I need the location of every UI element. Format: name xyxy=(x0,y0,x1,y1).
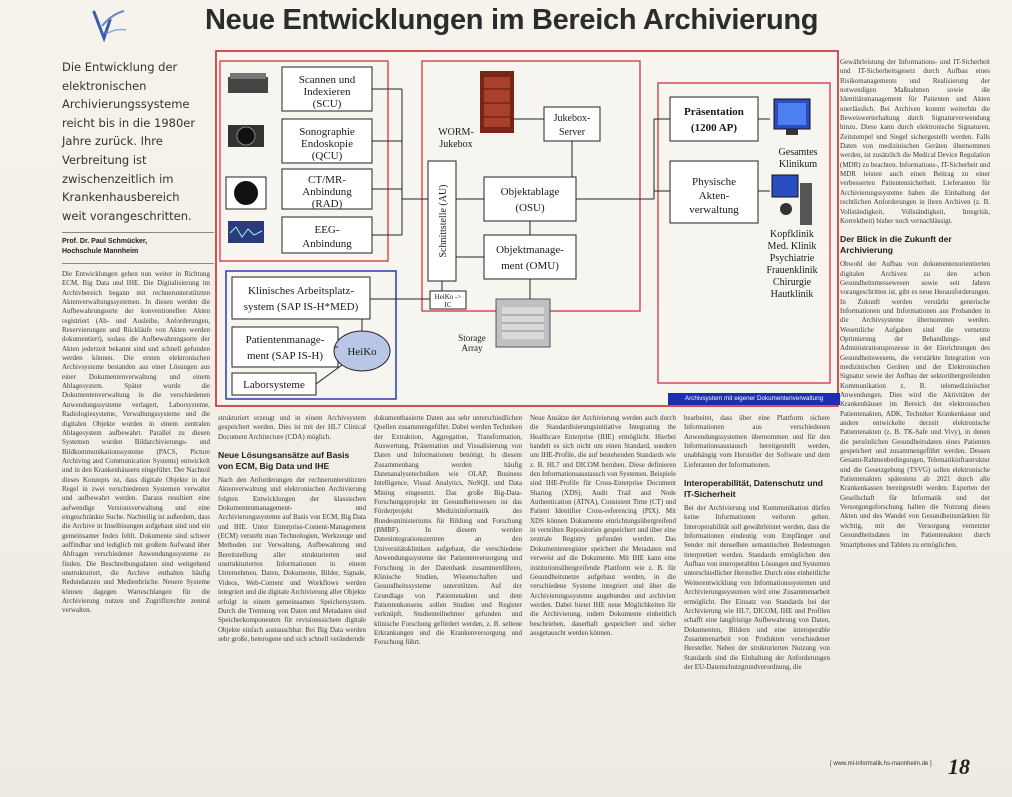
sonographie-label-2: Endoskopie xyxy=(301,138,353,150)
column-6-heading: Der Blick in die Zukunft der Archivierung xyxy=(840,234,952,255)
physische-label-2: Akten- xyxy=(698,190,730,202)
author-affiliation: Hochschule Mannheim xyxy=(62,248,139,255)
objektmanagement-box xyxy=(484,235,576,279)
heiko-ic-label-1: HeiKo -> xyxy=(434,293,462,301)
physische-label-3: verwaltung xyxy=(689,204,739,216)
praesentation-box xyxy=(670,97,758,141)
column-5-body: Bei der Archivierung und Kommunikation dürfen keine Informationen verloren gehen. Interoperabilität soll gewährleistet werden, dass die Informationen eindeutig vom Empfänger und Sender mit denselben semantischen Bedeutungen interpretiert werden. Standards ermöglichen den Aufbau von interoperablen Lösungen und Systemen unterschiedlicher Hersteller. Durch eine einheitliche Weiterentwicklung von Informationssystemen und Archivierungssystemen wird eine Zusammenarbeit ermöglicht. Der Einsatz von Standards bei der Archivierung wie HL7, DICOM, IHE und Profilen schafft eine langfristige Aufbewahrung von Daten, Dokumenten, Bildern und eine interoperable Zusammenarbeit von Produkten verschiedener Hersteller. Neben der strukturierten Nutzung von Standards sind die Einhaltung der Anforderungen der EU-Datenschutzgrundverordnung, die xyxy=(684,504,830,671)
column-2-text: strukturiert erzeugt und in einem Archivsystem gespeichert werden. Dies ist mit der HL7 Clinical Document Architecture (CDA) möglich. xyxy=(218,414,366,441)
column-5-text: bearbeitet, dass über eine Plattform sichere Informationen aus verschiedenen Anwendungssystemen übernommen und für den Informationsaustausch bereitgestellt werden, unabhängig vom Hersteller der Software und dem Lieferanten der Informationen. xyxy=(684,414,830,469)
author-block xyxy=(62,237,214,257)
ct-mr-label-2: Anbindung xyxy=(302,186,352,198)
scanning-label-3: (SCU) xyxy=(312,98,342,110)
schnittstelle-label: Schnittstelle (AU) xyxy=(438,184,449,258)
article-title: Neue Entwicklungen im Bereich Archivierung xyxy=(205,4,819,36)
praesentation-label-1: Präsentation xyxy=(684,106,744,118)
eeg-monitor-icon xyxy=(228,221,264,243)
jukebox-server-label-1: Jukebox- xyxy=(553,113,591,124)
column-5 xyxy=(684,414,830,758)
klinik-label-6: Hautklinik xyxy=(770,289,814,300)
patienten-label-2: ment (SAP IS-H) xyxy=(247,350,323,362)
objektablage-label-2: (OSU) xyxy=(515,202,545,214)
lead-divider xyxy=(62,232,214,233)
column-4-text: Neue Ansätze der Archivierung werden auch durch die Standardisierungsinitiative Integrating the Healthcare Enterprise (IHE) ermöglicht. Hierbei handelt es sich nicht um einen Standard, sondern um IHE-Profile, die auf bestehenden Standards wie z. B. HL7 und DICOM beruhen. Diese definieren den Informationsaustausch von Systemen. Beispiele sind IHE-Profile für Cross-Enterprise Document Sharing (XDS), Audit Trail and Node Authentication (ATNA), Consistent Time (CT) und Patient Identifier Cross-referencing (PIX). Mit XDS können Dokumente einrichtungsübergreifend in verteilten Repositorien gespeichert und über eine zentrale Registry gefunden werden. Das Dokumentenregister speichert die Metadaten und verweist auf die Dokumente. Mit IHE kann eine institutionsübergreifende Plattform wie z. B. für Gesundheitsnetze aufgebaut werden, in die verschiedene Systeme integriert und über die Archivierungssysteme angebunden und archiviert werden. Dabei bietet IHE neue Möglichkeiten für die Archivierung, indem Dokumente einheitlich beschrieben, dauerhaft gespeichert und sicher ausgetauscht werden können. xyxy=(530,414,676,637)
klinik-label-5: Chirurgie xyxy=(772,277,812,288)
author-divider xyxy=(62,263,214,264)
praesentation-label-2: (1200 AP) xyxy=(690,122,738,134)
klinik-label-1: Kopfklinik xyxy=(770,229,814,240)
labor-label: Laborsysteme xyxy=(243,379,305,391)
column-6-text: Gewährleistung der Informations- und IT-Sicherheit und IT-Sicherheitsgesetz durch Aufbau eines Risikomanagements und Realisierung der notwendigen Maßnahmen sowie die Identitätsmanagement für Patienten und Akten unerlässlich. Bei Archiven kommt weiterhin die Beweiswerterhaltung durch Signaturverwendung hinzu. Diese kann durch elektronische Signaturen, Zeitstempel und Siegel sichergestellt werden. Falls Daten von medizinischen Geräten übernommen werden, ist zusätzlich die Medical Device Regulation (MDR) zu beachten. Informations-, IT-Sicherheit und MDR leisten auch einen Beitrag zu einer verbesserten Patientensicherheit. Lieferanten für Archivierungssysteme haben die Einhaltung der rechtlichen Anforderungen in ihren Archiven (z. B. Vollständigkeit, Vollständigkeit, Integrität, Korrektheit) bisher noch vernachlässigt. xyxy=(840,58,990,225)
heiko-label: HeiKo xyxy=(347,346,377,358)
sonographie-label-1: Sonographie xyxy=(299,126,355,138)
camera-icon xyxy=(228,125,264,147)
eeg-label-2: Anbindung xyxy=(302,238,352,250)
column-4 xyxy=(530,414,676,758)
ct-mr-label-1: CT/MR- xyxy=(308,174,346,186)
worm-label-2: Jukebox xyxy=(439,139,473,150)
footer-url: [ www.ml-informatik.hs-mannheim.de ] xyxy=(830,761,932,767)
heiko-ic-label-2: IC xyxy=(444,301,452,309)
sonographie-label-3: (QCU) xyxy=(311,150,343,162)
klinik-label-2: Med. Klinik xyxy=(767,241,817,252)
archive-system-diagram xyxy=(214,49,840,408)
patienten-label-1: Patientenmanage- xyxy=(245,334,325,346)
objektablage-box xyxy=(484,177,576,221)
magazine-logo-icon xyxy=(88,8,130,48)
diagram-caption: Archivsystem mit eigener Dokumentenverwaltung xyxy=(668,393,840,405)
klinisches-label-2: system (SAP IS-H*MED) xyxy=(243,301,359,313)
article-lead: Die Entwicklung der elektronischen Archivierungssysteme reicht bis in die 1980er Jahre zurück. Ihre Verbreitung ist zwischenzeitlich im Krankenhausbereich weit vorangeschritten. xyxy=(62,60,196,223)
klinik-label-3: Psychiatrie xyxy=(769,253,815,264)
column-5-heading: Interoperabilität, Datenschutz und IT-Sicherheit xyxy=(684,478,823,499)
gesamtes-label-2: Klinikum xyxy=(778,159,818,170)
column-6 xyxy=(840,58,990,758)
objektmanagement-label-2: ment (OMU) xyxy=(501,260,559,272)
column-1 xyxy=(62,270,210,758)
worm-jukebox-icon xyxy=(480,71,514,133)
jukebox-server-label-2: Server xyxy=(558,127,586,138)
column-2-heading: Neue Lösungsansätze auf Basis von ECM, Big Data und IHE xyxy=(218,450,350,471)
column-3 xyxy=(374,414,522,758)
storage-array-label-1: Storage xyxy=(458,333,486,343)
scanning-label-2: Indexieren xyxy=(303,86,351,98)
klinik-label-4: Frauenklinik xyxy=(766,265,818,276)
scanner-icon xyxy=(228,73,268,93)
page-number: 18 xyxy=(948,754,970,779)
column-1-text: Die Entwicklungen gehen nun weiter in Richtung ECM, Big Data und IHE. Die Digitalisierung im Archivbereich begann mit rechnerunterstützten Aktenverwaltungssystemen. In diesen werden die Aufbewahrungsorte der konventionellen Akten registriert (Ab- und Ausleihe, Anforderungen, Reservierungen und Rückläufe von Akten werden dokumentiert), sodass die Aufbewahrungsorte der Akten jederzeit bekannt sind und schnell gefunden werden können. Die ersten elektronischen Archivsysteme bestanden aus einer Lösungen aus einer Dokumentenverwaltung und einem Ablagesystem. Später wurde die Dokumentenverwaltung in die verschiedenen Anwendungssysteme verlagert, Laborsysteme, Radiologiesysteme, Verwaltungssysteme und die digitalen Objekte wurden in einem zentralen Ablagesystem aufbewahrt. Parallel zu diesen Systemen wurden Bildarchivierungs- und Bildkommunikationssysteme (PACS, Picture Archiving and Communication Systems) entwickelt und in den Krankenhäusern eingeführt. Der Nachteil dieses Konzepts ist, dass digitale Objekte in der Regel in zwei verschiedenen Systemen verwaltet und aufbewahrt werden. Daraus resultiert eine aufwendige Versionsverwaltung und eine eingeschränkte Suche. Nachteilig ist außerdem, dass die Archive in Insellösungen aufgebaut sind und ein gemeinsamer Index fehlt. Dokumente sind schwer auffindbar und lediglich mit großem Aufwand über Abfragen verschiedener Anwendungssysteme zu finden. Die Beschreibungsdaten sind weitgehend unstrukturiert, die Archive enthalten häufig Redundanzen und Medienbrüche. Neuere Systeme können dagegen Warteschlangen für die Archivierung nutzen und Zugriffsrechte zentral verwalten. xyxy=(62,270,210,615)
gesamtes-label-1: Gesamtes xyxy=(778,147,818,158)
author-name: Prof. Dr. Paul Schmücker, xyxy=(62,238,148,245)
column-6-body: Obwohl der Aufbau von dokumentenorientierten digitalen Archiven zu den schon Gesundheitsmessewesen sowie seit Jahren vorangeschritten ist, gibt es neue Herausforderungen. In Zukunft werden verstärkt generische Informationen und Informationen aus Probanden in die Archivsysteme übernommen werden. Wesentliche Aufgaben sind die vernetzte Optimierung der Behandlungs- und Administrationsprozesse in der Einrichtungen des Gesundheitswesens, die verstärkte Integration von medizinischen Geräten und der Elektronischen Signatur sowie der Aufbau der sektorübergreifenden Kommunikation z. B. telemedizinischer Anwendungen. Dies wird die Aktivitäten der Krankenhäuser im Bereich der elektronischen Patientenakten, ADK, Techniker Krankenkasse und andere entwickelte derzeit elektronische Patientenakten (z. B. TK-Safe und Vivy), in denen die persönlichen Gesundheitsdaten eines Patienten gespeichert und zusammengeführt werden. Dessen Gesamt-Rahmenbedingungen, Telematikinfrastruktur und die Gesetzgebung (TSVG) sollen elektronische Patientenakten spätestens ab 2021 durch alle Krankenkassen bereitgestellt werden. Experten der Gesellschaft für Informatik und der Versorgungsforschung halten die Nutzung dieses Akten und des Wandel von Gesundheitsmärkten für wichtig, mit der Versorgung vernetzter Gesundheitsdaten im Patientenakten durch Smartphones und Tablets zu ermöglichen. xyxy=(840,260,990,549)
eeg-label-1: EEG- xyxy=(314,224,340,236)
column-2-body: Nach den Anforderungen der rechnerunterstützten Aktenverwaltung und elektronischen Archivierung folgten Entwicklungen der klassischen Dokumentenmanagement- und Archivierungssysteme auf Basis von ECM, Big Data und IHE. Unter Enterprise-Content-Management (ECM) versteht man Technologien, Werkzeuge und Methoden zur Verwaltung, Aufbewahrung und Bereitstellung aller strukturierten und unstrukturierten Informationen in einem Unternehmen. Daten, Dokumente, Bilder, Signale, Videos, Web-Content und Workflows werden integriert und die digitale Archivierung aller Objekte erfolgt in einem gemeinsamen Speichersystem. Durch die Trennung von Daten und Metadaten sind Speicherkomponenten für revisionssichere digitale Objekte einfach austauschbar. Bei Big Data werden sehr große, heterogene und sich schnell verändernde xyxy=(218,476,366,643)
objektmanagement-label-1: Objektmanage- xyxy=(496,244,564,256)
klinisches-label-1: Klinisches Arbeitsplatz- xyxy=(247,285,355,297)
storage-array-label-2: Array xyxy=(461,343,483,353)
scanning-label-1: Scannen und xyxy=(298,74,356,86)
worm-label-1: WORM- xyxy=(438,127,474,138)
column-2 xyxy=(218,414,366,758)
ct-mr-label-3: (RAD) xyxy=(311,198,343,210)
objektablage-label-1: Objektablage xyxy=(500,186,560,198)
column-3-text: dokumentbasierte Daten aus sehr unterschiedlichen Quellen zusammengeführt. Dabei werden Techniken der Extraktion, Aggregation, Transformation, Auswertung, Präsentation und Visualisierung von Daten und Informationen benötigt. In diesem Zusammenhang werden häufig Datenanalysetechniken wie OLAP, Business Intelligence, Visual Analytics, NoSQL und Data Mining eingesetzt. Das große Big-Data-Forschungsprojekt im Gesundheitswesen ist das Förderprojekt Medizininformatik des Bundesministeriums für Bildung und Forschung (BMBF). In diesem werden Datenintegrationszentren an den Universitätskliniken aufgebaut, die verschiedene Anwendungssysteme der Patientenversorgung und Forschung in der Datenbank zusammenführen, Klinische Studien, Wissenschaften und Gesundheitssysteme unterstützen. Auf der Grundlage von Patientenakten und dem Patientenkonsens sollen Studien und Register verknüpft, Studienteilnehmer gefunden und klinische Forschung gefördert werden, z. B. seltene Erkrankungen und die Krankenversorgung und Forschung führt. xyxy=(374,414,522,647)
storage-array-icon xyxy=(496,299,550,347)
physische-label-1: Physische xyxy=(692,176,736,188)
ct-scanner-icon xyxy=(226,177,266,209)
